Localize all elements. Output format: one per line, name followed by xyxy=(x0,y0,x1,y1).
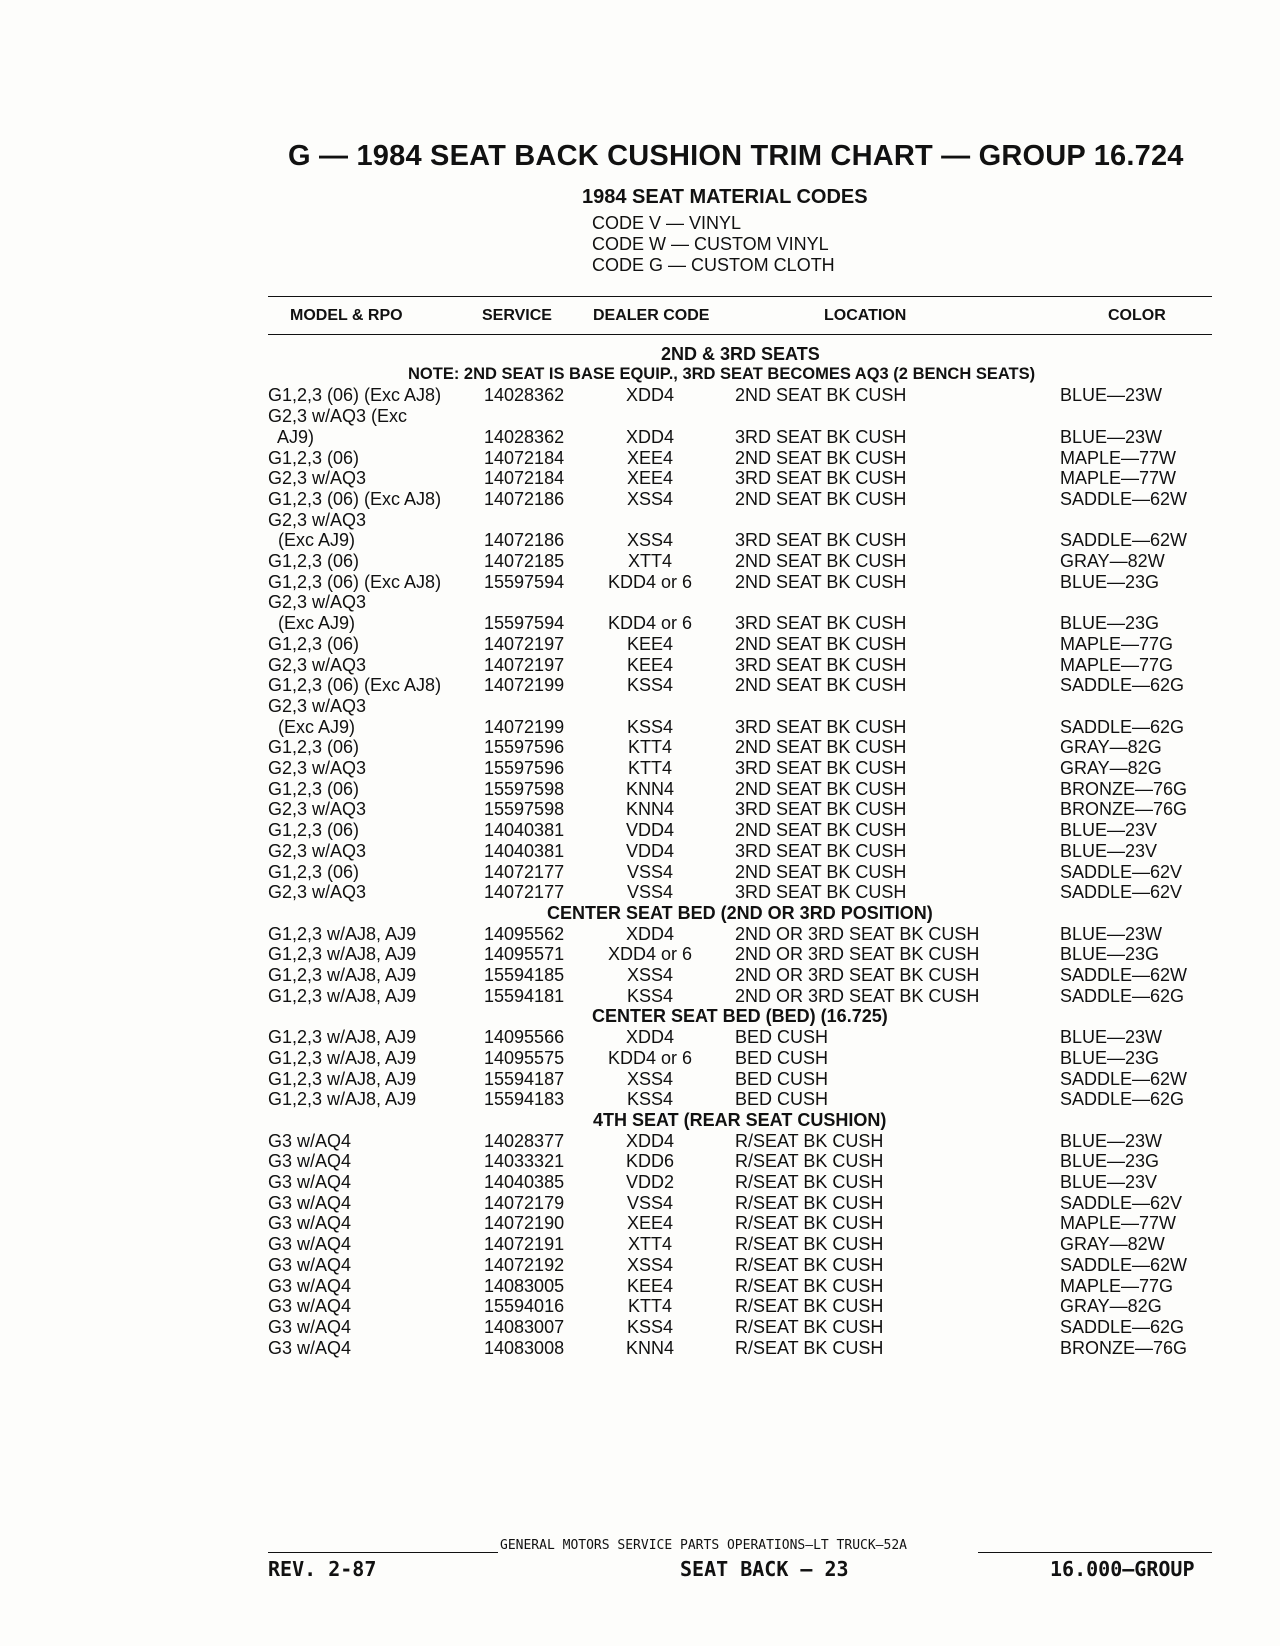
location-cell: BED CUSH xyxy=(735,1027,829,1048)
location-cell: 3RD SEAT BK CUSH xyxy=(735,613,907,634)
table-row xyxy=(0,468,1280,489)
dealer-code-cell: VDD4 xyxy=(625,840,674,861)
location-cell: R/SEAT BK CUSH xyxy=(735,1172,884,1192)
header-dealer-code: DEALER CODE xyxy=(593,307,710,324)
footer-rule-left xyxy=(268,1552,498,1553)
model-cell: G3 w/AQ4 xyxy=(268,1234,352,1255)
dealer-code-cell: XDD4 xyxy=(625,426,674,447)
dealer-code-cell: VSS4 xyxy=(626,882,674,903)
model-cell: (Exc AJ9) xyxy=(268,716,356,737)
service-number-cell: 14072199 xyxy=(484,675,565,696)
dealer-code-cell: KTT4 xyxy=(627,1296,672,1317)
material-codes-title: 1984 SEAT MATERIAL CODES xyxy=(582,186,868,208)
model-cell: AJ9) xyxy=(268,426,315,447)
dealer-code-cell: XDD4 xyxy=(625,923,674,944)
model-cell: G1,2,3 w/AJ8, AJ9 xyxy=(268,923,417,944)
dealer-code-cell: KDD4 or 6 xyxy=(607,613,693,634)
model-cell: G1,2,3 (06) (Exc AJ8) xyxy=(268,675,442,696)
dealer-code-cell: XEE4 xyxy=(626,468,674,489)
service-number-cell: 15594183 xyxy=(484,1089,565,1110)
section-heading xyxy=(0,903,1280,924)
dealer-code-cell: KDD4 or 6 xyxy=(607,571,693,592)
service-number-cell: 14072186 xyxy=(484,530,565,551)
service-number-cell: 15597598 xyxy=(484,778,565,799)
color-cell: GRAY—82W xyxy=(1060,1234,1165,1255)
table-row xyxy=(0,406,1280,427)
color-cell: BRONZE—76G xyxy=(1060,778,1188,799)
color-cell: SADDLE—62W xyxy=(1060,965,1188,985)
color-cell: BLUE—23V xyxy=(1060,840,1158,861)
color-cell: BLUE—23W xyxy=(1060,1027,1163,1048)
model-cell: G1,2,3 (06) xyxy=(268,820,360,841)
color-cell: SADDLE—62V xyxy=(1060,882,1183,903)
service-number-cell: 14072192 xyxy=(484,1254,565,1275)
model-cell: G1,2,3 w/AJ8, AJ9 xyxy=(268,1047,417,1068)
model-cell: G1,2,3 (06) xyxy=(268,737,360,758)
table-row xyxy=(0,675,1280,696)
model-cell: G1,2,3 (06) (Exc AJ8) xyxy=(268,385,442,406)
model-cell: G1,2,3 (06) xyxy=(268,551,360,571)
location-cell: BED CUSH xyxy=(735,1068,829,1089)
table-row xyxy=(0,1296,1280,1317)
dealer-code-cell: VSS4 xyxy=(626,861,674,882)
color-cell: BRONZE—76G xyxy=(1060,799,1188,820)
header-bottom-rule xyxy=(268,334,1212,335)
color-cell: BRONZE—76G xyxy=(1060,1337,1188,1358)
section-heading-text: CENTER SEAT BED (BED) (16.725) xyxy=(592,1006,888,1027)
section-note-text: NOTE: 2ND SEAT IS BASE EQUIP., 3RD SEAT BECOMES AQ3 (2 BENCH SEATS) xyxy=(408,364,1036,383)
dealer-code-cell: KSS4 xyxy=(626,985,674,1006)
service-number-cell: 15594185 xyxy=(484,965,565,985)
section-heading-text: 2ND & 3RD SEATS xyxy=(661,344,820,364)
section-heading-text: 4TH SEAT (REAR SEAT CUSHION) xyxy=(593,1109,887,1130)
color-cell: BLUE—23G xyxy=(1060,944,1160,965)
table-row xyxy=(0,1089,1280,1110)
model-cell: G3 w/AQ4 xyxy=(268,1151,352,1172)
model-cell: G2,3 w/AQ3 xyxy=(268,468,367,489)
location-cell: 3RD SEAT BK CUSH xyxy=(735,654,907,675)
service-number-cell: 15597596 xyxy=(484,758,565,778)
location-cell: 2ND SEAT BK CUSH xyxy=(735,551,907,571)
model-cell: G1,2,3 (06) (Exc AJ8) xyxy=(268,571,442,592)
table-row xyxy=(0,841,1280,862)
location-cell: 2ND SEAT BK CUSH xyxy=(735,488,907,509)
model-cell: G3 w/AQ4 xyxy=(268,1275,352,1296)
dealer-code-cell: KEE4 xyxy=(626,654,674,675)
service-number-cell: 14040381 xyxy=(484,840,565,861)
color-cell: MAPLE—77G xyxy=(1060,633,1174,654)
section-heading-text: CENTER SEAT BED (2ND OR 3RD POSITION) xyxy=(547,902,933,923)
model-cell: G2,3 w/AQ3 xyxy=(268,509,367,530)
color-cell: GRAY—82G xyxy=(1060,758,1162,778)
table-row xyxy=(0,489,1280,510)
color-cell: GRAY—82G xyxy=(1060,737,1162,758)
service-number-cell: 14072184 xyxy=(484,468,565,489)
footer-revision: REV. 2-87 xyxy=(268,1557,377,1581)
table-row xyxy=(0,448,1280,469)
model-cell: G2,3 w/AQ3 (Exc xyxy=(268,406,408,427)
location-cell: R/SEAT BK CUSH xyxy=(735,1254,884,1275)
color-cell: BLUE—23W xyxy=(1060,1130,1163,1151)
model-cell: (Exc AJ9) xyxy=(268,530,356,551)
color-cell: BLUE—23G xyxy=(1060,1047,1160,1068)
service-number-cell: 15597594 xyxy=(484,613,565,634)
color-cell: MAPLE—77W xyxy=(1060,1213,1177,1234)
table-row xyxy=(0,551,1280,572)
material-code-line: CODE W — CUSTOM VINYL xyxy=(592,234,829,254)
dealer-code-cell: KSS4 xyxy=(626,716,674,737)
model-cell: G3 w/AQ4 xyxy=(268,1213,352,1234)
color-cell: BLUE—23W xyxy=(1060,426,1163,447)
location-cell: 2ND SEAT BK CUSH xyxy=(735,820,907,841)
color-cell: MAPLE—77G xyxy=(1060,654,1174,675)
color-cell: MAPLE—77W xyxy=(1060,447,1177,468)
dealer-code-cell: KNN4 xyxy=(625,778,674,799)
model-cell: G1,2,3 (06) xyxy=(268,861,360,882)
table-row xyxy=(0,944,1280,965)
dealer-code-cell: VDD2 xyxy=(625,1172,674,1192)
section-heading xyxy=(0,344,1280,365)
dealer-code-cell: KTT4 xyxy=(627,737,672,758)
dealer-code-cell: XTT4 xyxy=(627,551,672,571)
model-cell: G3 w/AQ4 xyxy=(268,1192,352,1213)
color-cell: BLUE—23G xyxy=(1060,613,1160,634)
section-heading xyxy=(0,1110,1280,1131)
color-cell: MAPLE—77G xyxy=(1060,1275,1174,1296)
table-row xyxy=(0,1255,1280,1276)
table-row xyxy=(0,655,1280,676)
table-row xyxy=(0,427,1280,448)
location-cell: R/SEAT BK CUSH xyxy=(735,1151,884,1172)
table-row xyxy=(0,510,1280,531)
color-cell: SADDLE—62W xyxy=(1060,488,1188,509)
model-cell: (Exc AJ9) xyxy=(268,613,356,634)
model-cell: G1,2,3 w/AJ8, AJ9 xyxy=(268,1068,417,1089)
dealer-code-cell: KEE4 xyxy=(626,633,674,654)
service-number-cell: 14083007 xyxy=(484,1316,565,1337)
table-row xyxy=(0,758,1280,779)
page-title: G — 1984 SEAT BACK CUSHION TRIM CHART — GROUP 16.724 xyxy=(288,140,1184,172)
model-cell: G1,2,3 w/AJ8, AJ9 xyxy=(268,1089,417,1110)
color-cell: SADDLE—62V xyxy=(1060,1192,1183,1213)
color-cell: MAPLE—77W xyxy=(1060,468,1177,489)
model-cell: G2,3 w/AQ3 xyxy=(268,882,367,903)
table-row xyxy=(0,717,1280,738)
location-cell: 2ND SEAT BK CUSH xyxy=(735,778,907,799)
dealer-code-cell: KSS4 xyxy=(626,1089,674,1110)
table-row xyxy=(0,634,1280,655)
service-number-cell: 15594187 xyxy=(484,1068,565,1089)
table-row xyxy=(0,820,1280,841)
model-cell: G3 w/AQ4 xyxy=(268,1172,352,1192)
service-number-cell: 14095562 xyxy=(484,923,565,944)
dealer-code-cell: VSS4 xyxy=(626,1192,674,1213)
location-cell: 2ND OR 3RD SEAT BK CUSH xyxy=(735,965,980,985)
location-cell: 2ND OR 3RD SEAT BK CUSH xyxy=(735,944,980,965)
dealer-code-cell: XSS4 xyxy=(626,1068,674,1089)
dealer-code-cell: XTT4 xyxy=(627,1234,672,1255)
table-row xyxy=(0,1172,1280,1193)
dealer-code-cell: XSS4 xyxy=(626,1254,674,1275)
footer-page-number: SEAT BACK — 23 xyxy=(680,1557,849,1581)
color-cell: BLUE—23W xyxy=(1060,385,1163,406)
footer-rule-right xyxy=(978,1552,1212,1553)
model-cell: G3 w/AQ4 xyxy=(268,1316,352,1337)
table-row xyxy=(0,1069,1280,1090)
model-cell: G2,3 w/AQ3 xyxy=(268,840,367,861)
table-row xyxy=(0,1027,1280,1048)
model-cell: G3 w/AQ4 xyxy=(268,1296,352,1317)
location-cell: 2ND SEAT BK CUSH xyxy=(735,385,907,406)
location-cell: R/SEAT BK CUSH xyxy=(735,1316,884,1337)
location-cell: 3RD SEAT BK CUSH xyxy=(735,758,907,778)
dealer-code-cell: KTT4 xyxy=(627,758,672,778)
dealer-code-cell: KDD6 xyxy=(625,1151,674,1172)
table-row xyxy=(0,530,1280,551)
model-cell: G1,2,3 (06) xyxy=(268,633,360,654)
location-cell: 2ND SEAT BK CUSH xyxy=(735,633,907,654)
dealer-code-cell: XDD4 xyxy=(625,1027,674,1048)
dealer-code-cell: VDD4 xyxy=(625,820,674,841)
dealer-code-cell: KDD4 or 6 xyxy=(607,1047,693,1068)
model-cell: G3 w/AQ4 xyxy=(268,1130,352,1151)
table-row xyxy=(0,986,1280,1007)
header-color: COLOR xyxy=(1108,307,1166,324)
dealer-code-cell: XDD4 or 6 xyxy=(607,944,693,965)
dealer-code-cell: KNN4 xyxy=(625,799,674,820)
service-number-cell: 14072190 xyxy=(484,1213,565,1234)
model-cell: G1,2,3 (06) xyxy=(268,778,360,799)
table-row xyxy=(0,737,1280,758)
model-cell: G1,2,3 w/AJ8, AJ9 xyxy=(268,944,417,965)
location-cell: R/SEAT BK CUSH xyxy=(735,1192,884,1213)
table-row xyxy=(0,385,1280,406)
location-cell: R/SEAT BK CUSH xyxy=(735,1296,884,1317)
location-cell: 3RD SEAT BK CUSH xyxy=(735,840,907,861)
location-cell: 2ND SEAT BK CUSH xyxy=(735,861,907,882)
model-cell: G2,3 w/AQ3 xyxy=(268,799,367,820)
table-row xyxy=(0,1338,1280,1359)
table-row xyxy=(0,1193,1280,1214)
dealer-code-cell: XDD4 xyxy=(625,385,674,406)
service-number-cell: 14095575 xyxy=(484,1047,565,1068)
table-row xyxy=(0,882,1280,903)
model-cell: G1,2,3 w/AJ8, AJ9 xyxy=(268,965,417,985)
model-cell: G2,3 w/AQ3 xyxy=(268,654,367,675)
table-row xyxy=(0,924,1280,945)
color-cell: BLUE—23G xyxy=(1060,1151,1160,1172)
model-cell: G2,3 w/AQ3 xyxy=(268,758,367,778)
service-number-cell: 15594016 xyxy=(484,1296,565,1317)
table-row xyxy=(0,1151,1280,1172)
location-cell: R/SEAT BK CUSH xyxy=(735,1234,884,1255)
location-cell: 3RD SEAT BK CUSH xyxy=(735,426,907,447)
service-number-cell: 14072179 xyxy=(484,1192,565,1213)
location-cell: 3RD SEAT BK CUSH xyxy=(735,882,907,903)
model-cell: G1,2,3 (06) (Exc AJ8) xyxy=(268,488,442,509)
service-number-cell: 14072186 xyxy=(484,488,565,509)
location-cell: 2ND SEAT BK CUSH xyxy=(735,675,907,696)
section-heading xyxy=(0,1006,1280,1027)
location-cell: 2ND OR 3RD SEAT BK CUSH xyxy=(735,923,980,944)
location-cell: 2ND SEAT BK CUSH xyxy=(735,447,907,468)
service-number-cell: 14072184 xyxy=(484,447,565,468)
service-number-cell: 14095566 xyxy=(484,1027,565,1048)
footer-group: 16.000—GROUP xyxy=(1050,1557,1195,1581)
color-cell: SADDLE—62G xyxy=(1060,985,1185,1006)
location-cell: 3RD SEAT BK CUSH xyxy=(735,530,907,551)
model-cell: G1,2,3 w/AJ8, AJ9 xyxy=(268,985,417,1006)
service-number-cell: 14095571 xyxy=(484,944,565,965)
table-row xyxy=(0,965,1280,986)
service-number-cell: 15597594 xyxy=(484,571,565,592)
service-number-cell: 15594181 xyxy=(484,985,565,1006)
color-cell: SADDLE—62G xyxy=(1060,1316,1185,1337)
location-cell: 2ND SEAT BK CUSH xyxy=(735,737,907,758)
model-cell: G2,3 w/AQ3 xyxy=(268,695,367,716)
location-cell: R/SEAT BK CUSH xyxy=(735,1337,884,1358)
service-number-cell: 14072197 xyxy=(484,633,565,654)
color-cell: GRAY—82W xyxy=(1060,551,1165,571)
service-number-cell: 14028362 xyxy=(484,426,565,447)
dealer-code-cell: XEE4 xyxy=(626,447,674,468)
table-row xyxy=(0,799,1280,820)
color-cell: SADDLE—62G xyxy=(1060,675,1185,696)
location-cell: BED CUSH xyxy=(735,1047,829,1068)
location-cell: 3RD SEAT BK CUSH xyxy=(735,799,907,820)
section-note xyxy=(0,365,1280,386)
table-row xyxy=(0,1131,1280,1152)
model-cell: G3 w/AQ4 xyxy=(268,1337,352,1358)
color-cell: BLUE—23V xyxy=(1060,820,1158,841)
color-cell: GRAY—82G xyxy=(1060,1296,1162,1317)
service-number-cell: 14072177 xyxy=(484,882,565,903)
dealer-code-cell: XDD4 xyxy=(625,1130,674,1151)
model-cell: G1,2,3 w/AJ8, AJ9 xyxy=(268,1027,417,1048)
model-cell: G1,2,3 (06) xyxy=(268,447,360,468)
table-row xyxy=(0,1317,1280,1338)
service-number-cell: 14040381 xyxy=(484,820,565,841)
service-number-cell: 14072177 xyxy=(484,861,565,882)
service-number-cell: 14072185 xyxy=(484,551,565,571)
location-cell: 2ND OR 3RD SEAT BK CUSH xyxy=(735,985,980,1006)
dealer-code-cell: KSS4 xyxy=(626,1316,674,1337)
dealer-code-cell: KNN4 xyxy=(625,1337,674,1358)
dealer-code-cell: XSS4 xyxy=(626,965,674,985)
table-row xyxy=(0,592,1280,613)
color-cell: SADDLE—62W xyxy=(1060,1254,1188,1275)
location-cell: 3RD SEAT BK CUSH xyxy=(735,716,907,737)
location-cell: 3RD SEAT BK CUSH xyxy=(735,468,907,489)
header-location: LOCATION xyxy=(824,307,907,324)
service-number-cell: 14072199 xyxy=(484,716,565,737)
table-row xyxy=(0,862,1280,883)
table-row xyxy=(0,1048,1280,1069)
color-cell: SADDLE—62V xyxy=(1060,861,1183,882)
color-cell: SADDLE—62G xyxy=(1060,716,1185,737)
service-number-cell: 15597598 xyxy=(484,799,565,820)
service-number-cell: 14083005 xyxy=(484,1275,565,1296)
service-number-cell: 14072191 xyxy=(484,1234,565,1255)
service-number-cell: 15597596 xyxy=(484,737,565,758)
table-row xyxy=(0,1213,1280,1234)
color-cell: BLUE—23W xyxy=(1060,923,1163,944)
service-number-cell: 14072197 xyxy=(484,654,565,675)
service-number-cell: 14033321 xyxy=(484,1151,565,1172)
location-cell: R/SEAT BK CUSH xyxy=(735,1275,884,1296)
color-cell: SADDLE—62W xyxy=(1060,530,1188,551)
table-row xyxy=(0,613,1280,634)
dealer-code-cell: XSS4 xyxy=(626,530,674,551)
color-cell: BLUE—23G xyxy=(1060,571,1160,592)
service-number-cell: 14028377 xyxy=(484,1130,565,1151)
material-codes xyxy=(582,186,868,276)
location-cell: R/SEAT BK CUSH xyxy=(735,1213,884,1234)
table-row xyxy=(0,779,1280,800)
table-row xyxy=(0,572,1280,593)
material-code-line: CODE G — CUSTOM CLOTH xyxy=(592,255,835,275)
header-model: MODEL & RPO xyxy=(290,307,403,324)
footer-publisher: GENERAL MOTORS SERVICE PARTS OPERATIONS—LT TRUCK—52A xyxy=(500,1538,907,1553)
color-cell: SADDLE—62G xyxy=(1060,1089,1185,1110)
table-row xyxy=(0,1276,1280,1297)
dealer-code-cell: KSS4 xyxy=(626,675,674,696)
location-cell: 2ND SEAT BK CUSH xyxy=(735,571,907,592)
service-number-cell: 14028362 xyxy=(484,385,565,406)
table-row xyxy=(0,696,1280,717)
color-cell: BLUE—23V xyxy=(1060,1172,1158,1192)
dealer-code-cell: KEE4 xyxy=(626,1275,674,1296)
location-cell: R/SEAT BK CUSH xyxy=(735,1130,884,1151)
header-top-rule xyxy=(268,296,1212,297)
service-number-cell: 14040385 xyxy=(484,1172,565,1192)
dealer-code-cell: XSS4 xyxy=(626,488,674,509)
model-cell: G2,3 w/AQ3 xyxy=(268,592,367,613)
model-cell: G3 w/AQ4 xyxy=(268,1254,352,1275)
service-number-cell: 14083008 xyxy=(484,1337,565,1358)
dealer-code-cell: XEE4 xyxy=(626,1213,674,1234)
color-cell: SADDLE—62W xyxy=(1060,1068,1188,1089)
material-code-line: CODE V — VINYL xyxy=(592,213,742,233)
header-service: SERVICE xyxy=(482,307,552,324)
table-row xyxy=(0,1234,1280,1255)
location-cell: BED CUSH xyxy=(735,1089,829,1110)
